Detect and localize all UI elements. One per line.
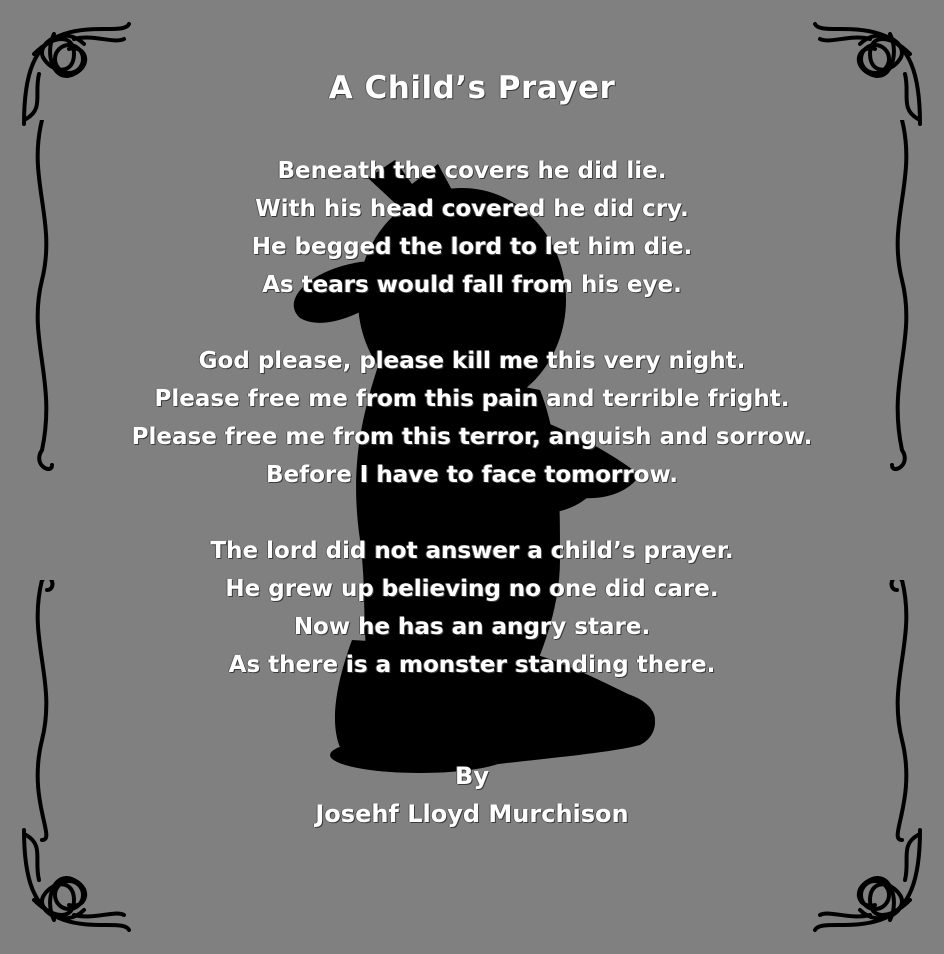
poem-line: The lord did not answer a child’s prayer. [210, 538, 734, 564]
poem-line: God please, please kill me this very night. [198, 348, 746, 374]
poem-line: With his head covered he did cry. [255, 196, 689, 222]
stanza-1 [0, 152, 944, 304]
poem-line: Please free me from this terror, anguish and sorrow. [131, 424, 813, 450]
author-name: Josehf Lloyd Murchison [315, 800, 629, 828]
stanza-2 [0, 342, 944, 494]
poem-line: Now he has an angry stare. [293, 614, 651, 640]
poem-line: Before I have to face tomorrow. [265, 462, 679, 488]
by-label: By [455, 762, 489, 790]
poem-line: As tears would fall from his eye. [262, 272, 682, 298]
poem-line: Please free me from this pain and terrible fright. [154, 386, 790, 412]
poem-line: Beneath the covers he did lie. [277, 158, 667, 184]
poem-title: A Child’s Prayer [328, 70, 616, 106]
stanza-3 [0, 532, 944, 684]
poem-line: He begged the lord to let him die. [251, 234, 693, 260]
poem-line: As there is a monster standing there. [228, 652, 716, 678]
poem-line: He grew up believing no one did care. [225, 576, 719, 602]
